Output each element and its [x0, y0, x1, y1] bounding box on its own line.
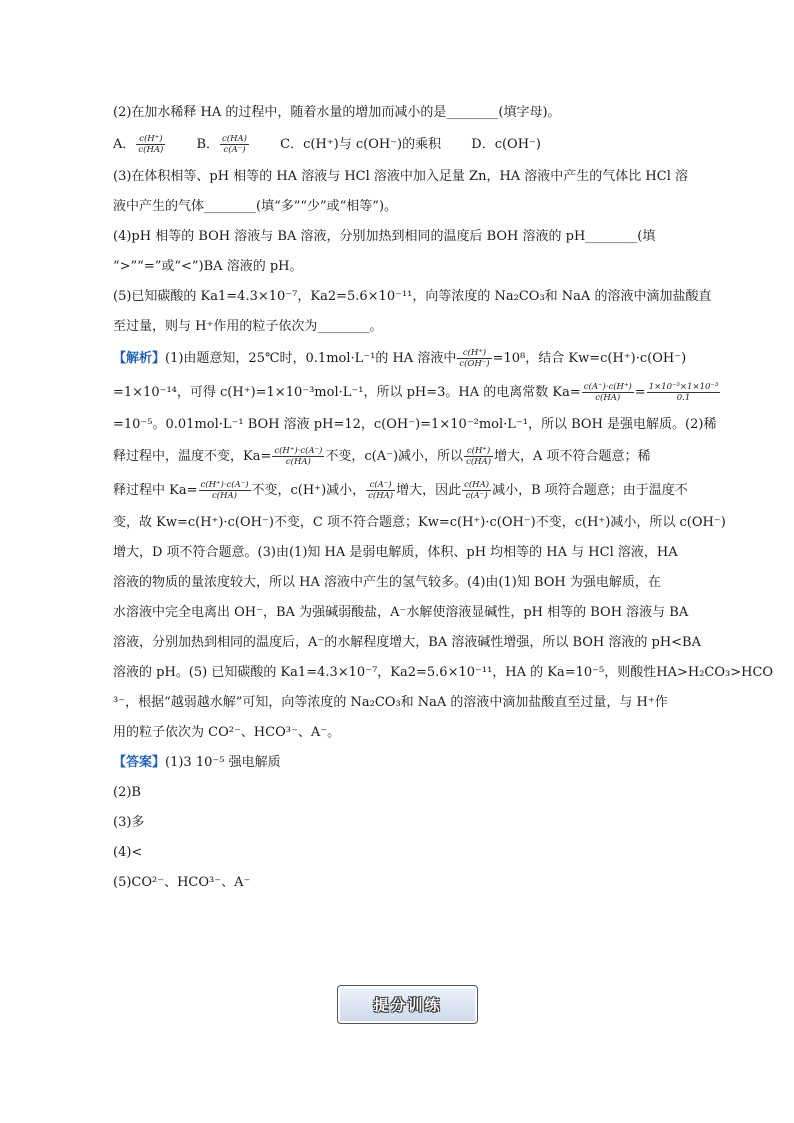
q4-line: “>”“=”或“<”)BA 溶液的 pH。 — [113, 259, 303, 274]
analysis-line: 【解析】(1)由题意知，25℃时，0.1mol·L⁻¹的 HA 溶液中 $\frac{c(H^+)}{c(OH^-)}$ =10⁸，结合 Kw=c(H⁺)·c(OH⁻) — [113, 348, 687, 369]
q2-option-d: D．c(OH⁻) — [471, 137, 541, 152]
analysis-line: 溶液的 pH。(5) 已知碳酸的 Ka1=4.3×10⁻⁷，Ka2=5.6×10⁻¹¹，HA 的 Ka=10⁻⁵，则酸性HA>H₂CO₃>HCO — [113, 665, 774, 680]
fraction: $\frac{c(HA)}{c(A^-)}$ — [464, 480, 490, 501]
analysis-line: 变，故 Kw=c(H⁺)·c(OH⁻)不变，C 项不符合题意；Kw=c(H⁺)·c(OH⁻)不变，c(H⁺)减小，所以 c(OH⁻) — [113, 515, 726, 530]
answer-line: (3)多 — [113, 815, 145, 830]
answer-line: (2)B — [113, 785, 141, 800]
fraction: $\frac{c(H^+)}{c(HA)}$ — [466, 446, 492, 467]
q3-line: 液中产生的气体________(填“多”“少”或“相等”)。 — [113, 199, 398, 214]
analysis-line: =1×10⁻¹⁴，可得 c(H⁺)=1×10⁻³mol·L⁻¹，所以 pH=3。HA 的电离常数 Ka= $\frac{c(A^-)\cdot c(H^+)}{c(HA)}$ = $\frac{\text{1×10⁻³×1×10⁻³}}{0.1}$ — [113, 382, 719, 403]
q2-option-b: B． $\frac{c(HA)}{c(A^-)}$ — [196, 134, 247, 155]
q5-line: 至过量，则与 H⁺作用的粒子依次为________。 — [113, 319, 383, 334]
document-body — [113, 98, 774, 898]
analysis-line: 释过程中，温度不变，Ka= $\frac{c(H^+)\cdot c(A^-)}{c(HA)}$ 不变，c(A⁻)减小，所以 $\frac{c(H^+)}{c(HA)}$ 增大，A 项不符合题意；稀 — [113, 446, 651, 467]
fraction: $\frac{c(H^+)}{c(OH^-)}$ — [459, 348, 490, 369]
fraction: $\frac{\text{1×10⁻³×1×10⁻³}}{0.1}$ — [648, 382, 719, 403]
answer-tag: 【答案】 — [113, 755, 166, 770]
fraction: $\frac{c(A^-)}{c(HA)}$ — [368, 480, 394, 501]
analysis-line: ³⁻，根据“越弱越水解”可知，向等浓度的 Na₂CO₃和 NaA 的溶液中滴加盐酸直至过量，与 H⁺作 — [113, 695, 668, 710]
q2-options — [113, 128, 685, 162]
fraction: $\frac{c(HA)}{c(A^-)}$ — [222, 134, 247, 155]
fraction: $\frac{c(H^+)\cdot c(A^-)}{c(HA)}$ — [274, 446, 323, 467]
practice-button-wrap — [337, 985, 478, 1024]
analysis-line: 用的粒子依次为 CO²⁻、HCO³⁻、A⁻。 — [113, 725, 341, 740]
analysis-line: =10⁻⁵。0.01mol·L⁻¹ BOH 溶液 pH=12，c(OH⁻)=1×10⁻²mol·L⁻¹，所以 BOH 是强电解质。(2)稀 — [113, 417, 717, 432]
q3-line: (3)在体积相等、pH 相等的 HA 溶液与 HCl 溶液中加入足量 Zn，HA 溶液中产生的气体比 HCl 溶 — [113, 169, 689, 184]
fraction: $\frac{c(H^+)\cdot c(A^-)}{c(HA)}$ — [200, 480, 249, 501]
q2-option-a: A． $\frac{c(H^+)}{c(HA)}$ — [113, 134, 164, 155]
answer-line: (4)< — [113, 845, 143, 860]
q4-line: (4)pH 相等的 BOH 溶液与 BA 溶液，分别加热到相同的温度后 BOH 溶液的 pH________(填 — [113, 229, 656, 244]
analysis-line: 增大，D 项不符合题意。(3)由(1)知 HA 是弱电解质，体积、pH 均相等的 HA 与 HCl 溶液，HA — [113, 545, 678, 560]
practice-button[interactable]: 提分训练 — [337, 985, 478, 1024]
answer-line: (5)CO²⁻、HCO³⁻、A⁻ — [113, 875, 251, 890]
q5-line: (5)已知碳酸的 Ka1=4.3×10⁻⁷，Ka2=5.6×10⁻¹¹，向等浓度的 Na₂CO₃和 NaA 的溶液中滴加盐酸直 — [113, 289, 712, 304]
analysis-line: 溶液，分别加热到相同的温度后，A⁻的水解程度增大，BA 溶液碱性增强，所以 BOH 溶液的 pH<BA — [113, 635, 702, 650]
analysis-line: 释过程中 Ka= $\frac{c(H^+)\cdot c(A^-)}{c(HA)}$ 不变，c(H⁺)减小， $\frac{c(A^-)}{c(HA)}$ 增大，因此 $\frac{c(HA)}{c(A^-)}$ 减小，B 项符合题意；由于温度不 — [113, 480, 688, 501]
fraction: $\frac{c(H^+)}{c(HA)}$ — [138, 134, 164, 155]
analysis-line: 水溶液中完全电离出 OH⁻，BA 为强碱弱酸盐，A⁻水解使溶液显碱性，pH 相等的 BOH 溶液与 BA — [113, 605, 689, 620]
fraction: $\frac{c(A^-)\cdot c(H^+)}{c(HA)}$ — [583, 382, 632, 403]
analysis-line: 溶液的物质的量浓度较大，所以 HA 溶液中产生的氢气较多。(4)由(1)知 BOH 为强电解质，在 — [113, 575, 661, 590]
answer-line: 【答案】(1)3 10⁻⁵ 强电解质 — [113, 755, 281, 770]
q2-option-c: C．c(H⁺)与 c(OH⁻)的乘积 — [280, 137, 442, 152]
analysis-tag: 【解析】 — [113, 351, 166, 366]
q2-stem: (2)在加水稀释 HA 的过程中，随着水量的增加而减小的是________(填字母)。 — [113, 105, 561, 120]
